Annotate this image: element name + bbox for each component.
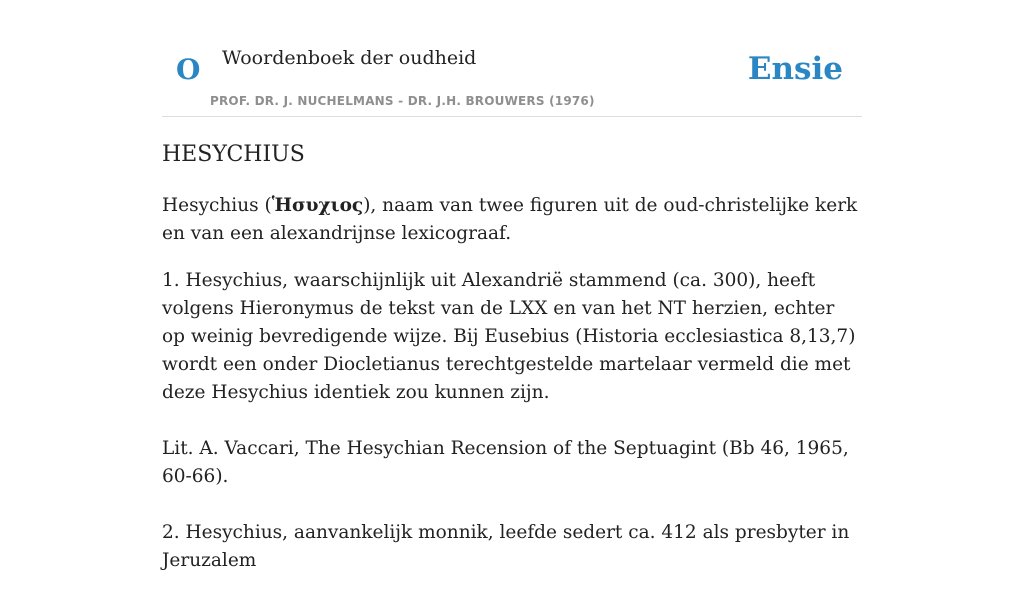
intro-text-start: Hesychius ( (162, 195, 272, 216)
book-title[interactable]: Woordenboek der oudheid (222, 47, 477, 69)
intro-text-end: ), naam van twee figuren uit de oud-christelijke kerk en van een alexandrijnse lexicograaf. (162, 195, 858, 244)
article-page (162, 0, 862, 571)
entry-body (162, 192, 862, 594)
entry-intro (162, 192, 862, 248)
book-header (162, 0, 862, 117)
greek-name: Ἡσυχιος (271, 195, 364, 216)
letter-index-link[interactable]: O (176, 53, 201, 86)
entry-paragraph-1: 1. Hesychius, waarschijnlijk uit Alexandrië stammend (ca. 300), heeft volgens Hieronymus de tekst van de LXX en van het NT herzien, echter op weinig bevredigende wijze. Bij Eusebius (Historia ecclesiastica 8,13,7) wordt een onder Diocletianus terechtgestelde martelaar vermeld die met deze Hesychius identiek zou kunnen zijn. (162, 270, 856, 403)
literature-reference: Lit. A. Vaccari, The Hesychian Recension of the Septuagint (Bb 46, 1965, 60-66). (162, 438, 849, 487)
entry-paragraph-2: 2. Hesychius, aanvankelijk monnik, leefde sedert ca. 412 als presbyter in Jeruzalem (162, 522, 850, 571)
entry-title: HESYCHIUS (162, 142, 305, 167)
ensie-logo-link[interactable]: Ensie (747, 51, 843, 87)
book-authors: PROF. DR. J. NUCHELMANS - DR. J.H. BROUWERS (1976) (210, 94, 595, 108)
